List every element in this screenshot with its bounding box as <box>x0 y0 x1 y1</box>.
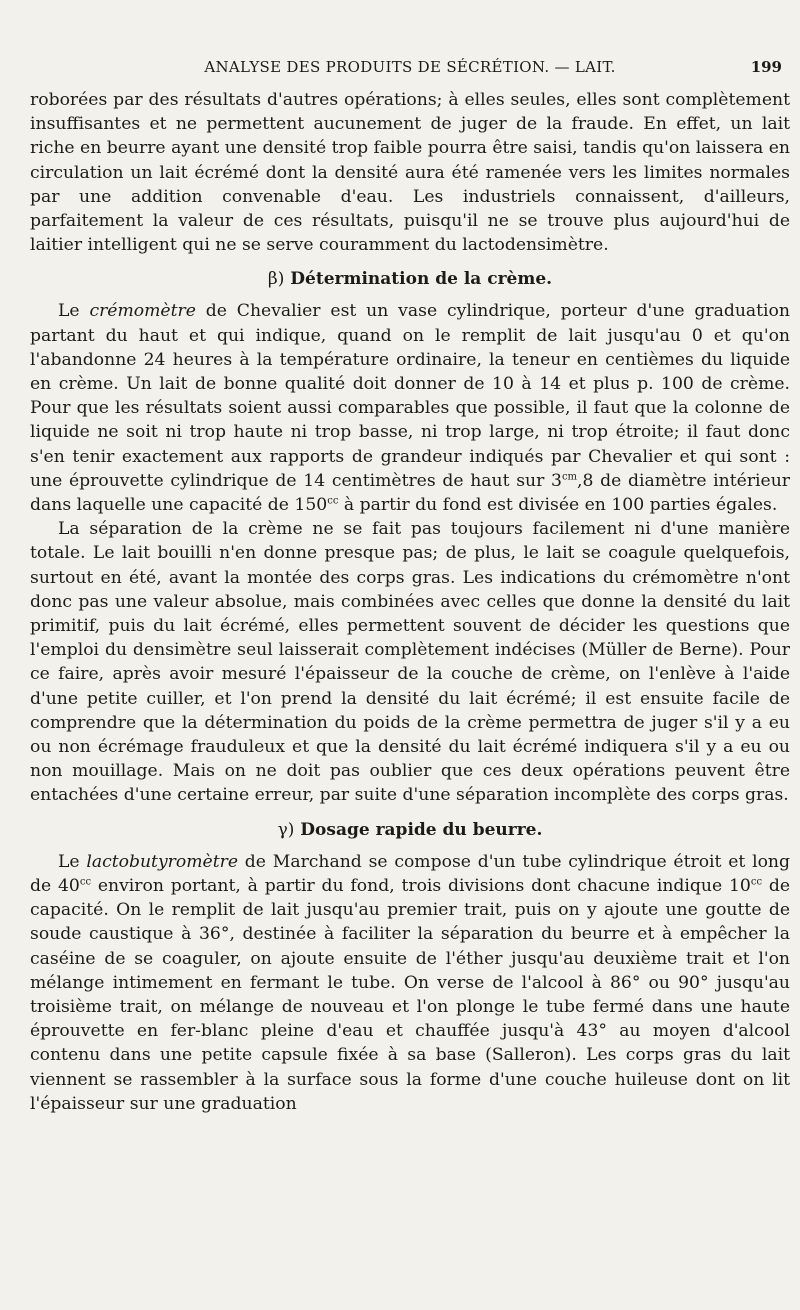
text-run: environ portant, à partir du fond, trois divisions dont chacune indique 10 <box>91 875 751 896</box>
text-run: Le <box>58 301 90 322</box>
page-number: 199 <box>750 58 782 76</box>
running-title: ANALYSE DES PRODUITS DE SÉCRÉTION. — LAIT. <box>204 58 616 76</box>
running-head <box>30 58 790 88</box>
paragraph-fraud-density: roborées par des résultats d'autres opérations; à elles seules, elles sont complètement insuffisantes et ne permettent aucunement de juger de la fraude. En effet, un lait riche en beurre ayant une densité trop faible pourra être saisi, tandis qu'on laissera en circulation un lait écrémé dont la densité aura été ramenée vers les limites normales par une addition convenable d'eau. Les industriels connaissent, d'ailleurs, parfaitement la valeur de ces résultats, puisqu'il ne se trouve plus aujourd'hui de laitier intelligent qui ne se serve couramment du lactodensimètre. <box>30 90 790 256</box>
unit-superscript: cc <box>327 495 339 507</box>
term-lactobutyrometre: lactobutyromètre <box>86 851 239 872</box>
text-run: de capacité. On le remplit de lait jusqu'au premier trait, puis on y ajoute une goutte de soude caustique à 36°, destinée à faciliter la séparation du beurre et à empêcher la caséine de se coaguler, on ajoute ensuite de l'éther jusqu'au deuxième trait et l'on mélange intimement en fermant le tube. On verse de l'alcool à 86° ou 90° jusqu'au troisième trait, on mélange de nouveau et l'on plonge le tube fermé dans une haute éprouvette en fer-blanc pleine d'eau et chauffée jusqu'à 43° au moyen d'alcool contenu dans une petite capsule fixée à sa base (Salleron). Les corps gras du lait viennent se rassembler à la surface sous la forme d'une couche huileuse dont on lit l'épaisseur sur une graduation <box>30 875 791 1114</box>
section-heading-butter <box>30 818 790 842</box>
text-run: à partir du fond est divisée en 100 parties égales. <box>338 495 778 516</box>
paragraph-cremometre <box>30 299 790 517</box>
text-run: Le <box>58 851 87 872</box>
paragraph-cream-separation: La séparation de la crème ne se fait pas toujours facilement ni d'une manière totale. Le lait bouilli n'en donne presque pas; de plus, le lait se coagule quelquefois, surtout en été, avant la montée des corps gras. Les indications du crémomètre n'ont donc pas une valeur absolue, mais combinées avec celles que donne la densité du lait primitif, puis du lait écrémé, elles permettent souvent de décider les questions que l'emploi du densimètre seul laisserait complètement indécises (Müller de Berne). Pour ce faire, après avoir mesuré l'épaisseur de la couche de crème, on l'enlève à l'aide d'une petite cuiller, et l'on prend la densité du lait écrémé; il est ensuite facile de comprendre que la détermination du poids de la crème permettra de juger s'il y a eu ou non écrémage frauduleux et que la densité du lait écrémé indiquera s'il y a eu ou non mouillage. Mais on ne doit pas oublier que ces deux opérations peuvent être entachées d'une certaine erreur, par suite d'une séparation incomplète des corps gras. <box>30 519 790 806</box>
text-run: de Chevalier est un vase cylindrique, porteur d'une graduation partant du haut et qui indique, quand on le remplit de lait jusqu'au 0 et qu'on l'abandonne 24 heures à la température ordinaire, la teneur en centièmes du liquide en crème. Un lait de bonne qualité doit donner de 10 à 14 et plus p. 100 de crème. Pour que les résultats soient aussi comparables que possible, il faut que la colonne de liquide ne soit ni trop haute ni trop basse, ni trop large, ni trop étroite; il faut donc s'en tenir exactement aux rapports de grandeur indiqués par Chevalier et qui sont : une éprouvette cylindrique de 14 centimètres de haut sur 3 <box>30 301 790 491</box>
section-letter-beta: β) <box>267 269 285 290</box>
text-run: ,8 de diamètre intérieur dans laquelle une capacité de 150 <box>30 470 790 516</box>
text-run: de Marchand se compose d'un tube cylindrique étroit et long de 40 <box>30 851 790 896</box>
section-heading-cream <box>30 267 790 291</box>
term-cremometre: crémomètre <box>89 301 196 322</box>
section-letter-gamma: γ) <box>277 819 295 840</box>
unit-superscript: cc <box>750 876 763 888</box>
unit-superscript: cm <box>561 471 578 483</box>
section-title-cream: Détermination de la crème. <box>290 269 553 290</box>
book-page <box>30 58 790 1116</box>
unit-superscript: cc <box>79 876 92 888</box>
paragraph-lactobutyrometre <box>30 850 790 1116</box>
section-title-butter: Dosage rapide du beurre. <box>300 819 543 840</box>
